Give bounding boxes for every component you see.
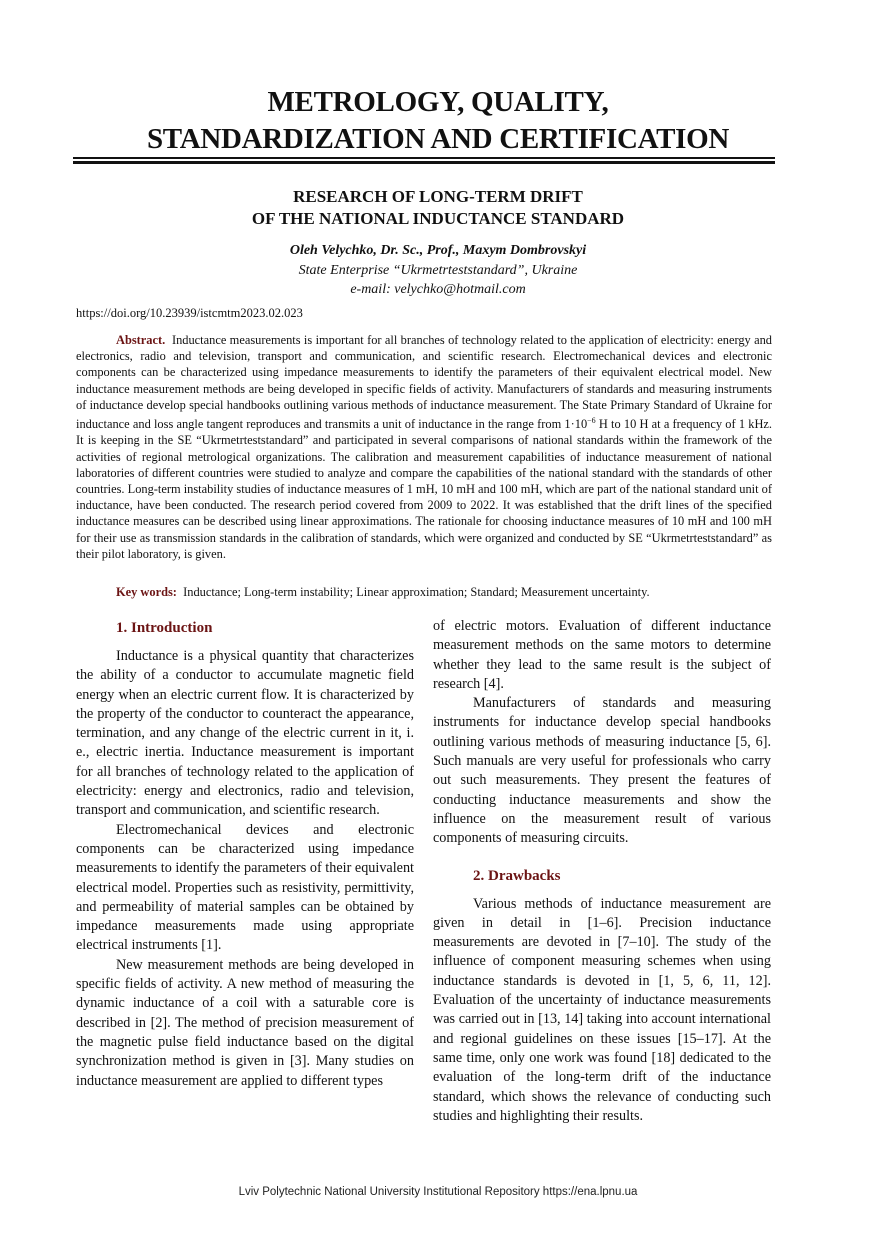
abstract-exponent: −6 xyxy=(587,416,596,426)
section-heading-introduction: 1. Introduction xyxy=(116,620,213,636)
paper-title-line-2: OF THE NATIONAL INDUCTANCE STANDARD xyxy=(251,209,625,228)
abstract xyxy=(76,332,772,562)
repository-footer: Lviv Polytechnic National University Institutional Repository https://ena.lpnu.ua xyxy=(238,1186,638,1198)
section-header-line-1: METROLOGY, QUALITY, xyxy=(267,86,609,118)
abstract-text-1: Inductance measurements is important for all branches of technology related to the application of electricity: energy and electronics, radio and television, transport and communication, and scientific research. Electromechanical devices and electronic components can be characterized using impedance measurements to identify the parameters of their equivalent electrical model. New inductance measurement methods are being developed in specific fields of activity. Manufacturers of standards and measuring instruments of inductance develop special handbooks outlining various methods of inductance measurement. The State Primary Standard of Ukraine for inductance and loss angle tangent reproduces and transmits a unit of inductance in the range from 1·10 xyxy=(76,333,772,432)
section-heading-drawbacks: 2. Drawbacks xyxy=(473,867,561,884)
right-column xyxy=(433,617,771,1126)
paragraph: Manufacturers of standards and measuring instruments for inductance develop special handbooks outlining various methods of measuring inductance [5, 6]. Such manuals are very useful for professionals who carry out such measurements. They present the features of conducting inductance measurements and show the influence on the measurement result of various components of measuring circuits. xyxy=(433,695,771,847)
keywords-text: Inductance; Long-term instability; Linear approximation; Standard; Measurement uncertainty. xyxy=(183,585,650,599)
affiliation: State Enterprise “Ukrmetrteststandard”, Ukraine xyxy=(298,262,578,278)
paper-title xyxy=(0,186,876,230)
left-column xyxy=(76,617,414,1091)
doi-link[interactable]: https://doi.org/10.23939/istcmtm2023.02.023 xyxy=(76,306,303,320)
paper-title-line-1: RESEARCH OF LONG-TERM DRIFT xyxy=(293,187,583,206)
paragraph: Various methods of inductance measurement are given in detail in [1–6]. Precision inductance measurements are devoted in [7–10]. The study of the influence of component measuring schemes when using inductance standards is devoted in [1, 5, 6, 11, 12]. Evaluation of the uncertainty of inductance measurements was carried out in [13, 14] taking into account international and regional guidelines on these issues [15–17]. At the same time, only one work was found [18] dedicated to the evaluation of the long-term drift of the inductance standard, which shows the relevance of conducting such studies and highlighting their results. xyxy=(433,895,771,1124)
abstract-text-2: H to 10 H at a frequency of 1 kHz. It is keeping in the SE “Ukrmetrteststandard” and participated in several comparisons of national standards within the framework of the activities of regional metrological organizations. The calibration and measurement capabilities of inductance measurement of national laboratories of different countries were studied to analyze and compare the capabilities of the national standard with the standards of other countries. Long-term instability studies of inductance measures of 1 mH, 10 mH and 100 mH, which are part of the national standard unit of inductance, have been conducted. The research period covered from 2009 to 2022. It was established that the drift lines of the specified inductance measures can be described using linear approximations. The rationale for choosing inductance measures of 10 mH and 100 mH for their use as transmission standards in the calibration of standards, which were organized and conducted by SE “Ukrmetrteststandard” as their pilot laboratory, is given. xyxy=(76,417,772,561)
section-header-line-2: STANDARDIZATION AND CERTIFICATION xyxy=(146,123,730,155)
header-rule-thick xyxy=(73,161,775,164)
paragraph-continued: of electric motors. Evaluation of different inductance measurement methods on the same motors to determine whether they lead to the same result is the subject of research [4]. xyxy=(433,618,771,692)
header-rule-thin xyxy=(73,157,775,159)
paragraph: New measurement methods are being developed in specific fields of activity. A new method of measuring the dynamic inductance of a coil with a saturable core is described in [2]. The method of precision measurement of the magnetic pulse field inductance based on the digital synchronization method is given in [3]. Many studies on inductance measurement are applied to different types xyxy=(76,956,414,1089)
keywords-label: Key words: xyxy=(116,585,177,599)
author-names: Oleh Velychko, Dr. Sc., Prof., Maxym Dombrovskyi xyxy=(289,243,587,258)
abstract-label: Abstract. xyxy=(116,333,166,347)
email[interactable]: e-mail: velychko@hotmail.com xyxy=(350,282,526,297)
keywords xyxy=(76,584,772,600)
paragraph: Electromechanical devices and electronic components can be characterized using impedance measurements to identify the parameters of their equivalent electrical model. Properties such as resistivity, permittivity, and permeability of material samples can be obtained by impedance measurements made using appropriate electrical instruments [1]. xyxy=(76,821,414,954)
paragraph: Inductance is a physical quantity that characterizes the ability of a conductor to accumulate magnetic field energy when an electric current flow. It is characterized by the property of the conductor to counteract the appearance, termination, and any change of the electric current in it, i. e., electric inertia. Inductance measurement is important for all branches of technology related to the application of electricity: energy and electronics, radio and television, transport and communication, and scientific research. xyxy=(76,648,414,819)
author-block xyxy=(0,241,876,300)
abstract-paragraph xyxy=(76,332,772,562)
section-header xyxy=(0,84,876,158)
